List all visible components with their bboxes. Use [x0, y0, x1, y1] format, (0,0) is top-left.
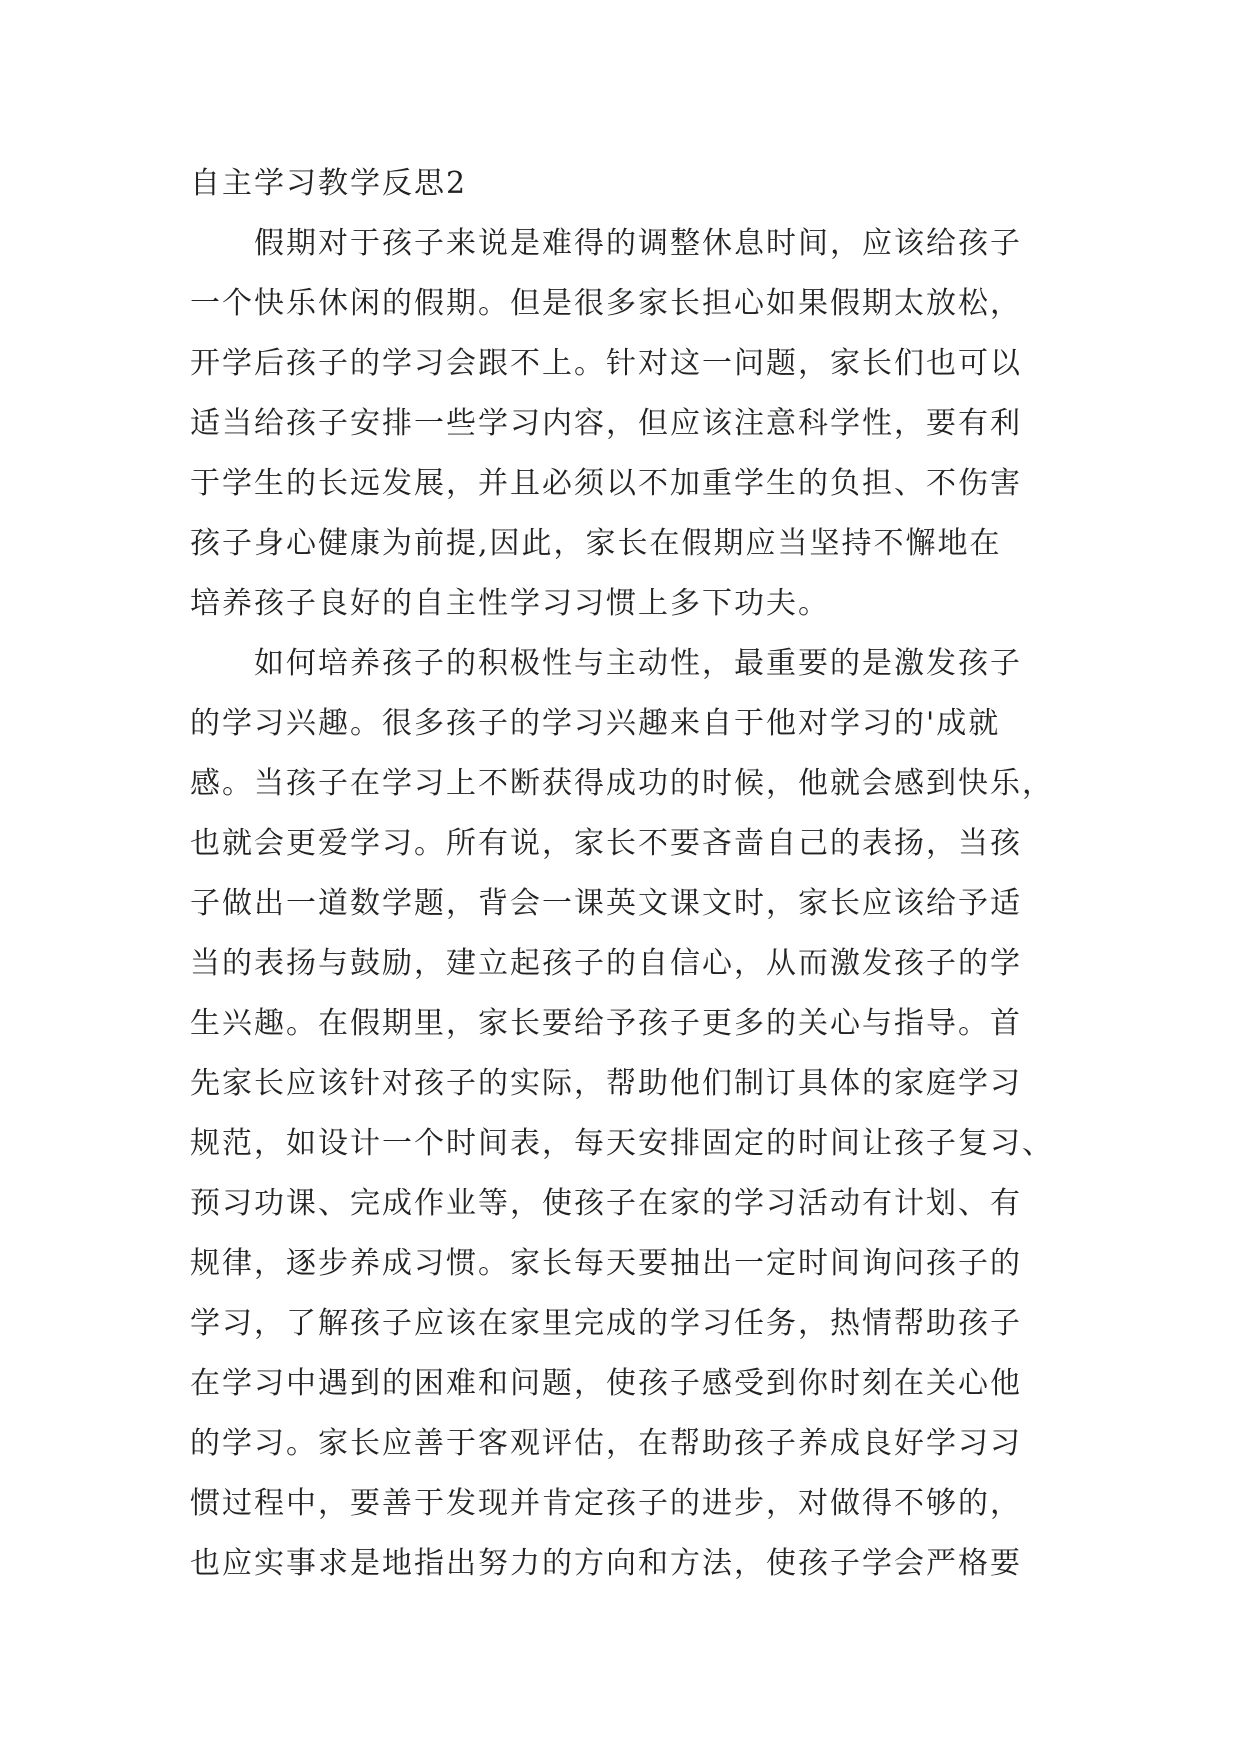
text-line: 一个快乐休闲的假期。但是很多家长担心如果假期太放松， — [190, 286, 1022, 321]
text-line: 先家长应该针对孩子的实际，帮助他们制订具体的家庭学习 — [190, 1066, 1022, 1101]
document-title: 自主学习教学反思2 — [190, 166, 468, 201]
text-line: 预习功课、完成作业等，使孩子在家的学习活动有计划、有 — [190, 1186, 1022, 1221]
text-line: 子做出一道数学题，背会一课英文课文时，家长应该给予适 — [190, 886, 1022, 921]
text-line: 规范，如设计一个时间表，每天安排固定的时间让孩子复习、 — [190, 1126, 1054, 1161]
text-line: 如何培养孩子的积极性与主动性，最重要的是激发孩子 — [190, 646, 1022, 681]
text-line: 培养孩子良好的自主性学习习惯上多下功夫。 — [190, 586, 830, 621]
text-line: 于学生的长远发展，并且必须以不加重学生的负担、不伤害 — [190, 466, 1022, 501]
text-line: 也就会更爱学习。所有说，家长不要吝啬自己的表扬，当孩 — [190, 826, 1022, 861]
text-line: 当的表扬与鼓励，建立起孩子的自信心，从而激发孩子的学 — [190, 946, 1022, 981]
text-line: 孩子身心健康为前提,因此，家长在假期应当坚持不懈地在 — [190, 526, 1002, 561]
text-line: 感。当孩子在学习上不断获得成功的时候，他就会感到快乐， — [190, 766, 1054, 801]
text-line: 惯过程中，要善于发现并肯定孩子的进步，对做得不够的， — [190, 1486, 1022, 1521]
text-line: 生兴趣。在假期里，家长要给予孩子更多的关心与指导。首 — [190, 1006, 1022, 1041]
text-line: 学习，了解孩子应该在家里完成的学习任务，热情帮助孩子 — [190, 1306, 1022, 1341]
text-line: 开学后孩子的学习会跟不上。针对这一问题，家长们也可以 — [190, 346, 1022, 381]
text-line: 规律，逐步养成习惯。家长每天要抽出一定时间询问孩子的 — [190, 1246, 1022, 1281]
text-line: 假期对于孩子来说是难得的调整休息时间，应该给孩子 — [190, 226, 1022, 261]
text-line: 也应实事求是地指出努力的方向和方法，使孩子学会严格要 — [190, 1546, 1022, 1581]
text-line: 在学习中遇到的困难和问题，使孩子感受到你时刻在关心他 — [190, 1366, 1022, 1401]
text-line: 的学习。家长应善于客观评估，在帮助孩子养成良好学习习 — [190, 1426, 1022, 1461]
text-line: 适当给孩子安排一些学习内容，但应该注意科学性，要有利 — [190, 406, 1022, 441]
text-line: 的学习兴趣。很多孩子的学习兴趣来自于他对学习的'成就 — [190, 706, 1001, 741]
